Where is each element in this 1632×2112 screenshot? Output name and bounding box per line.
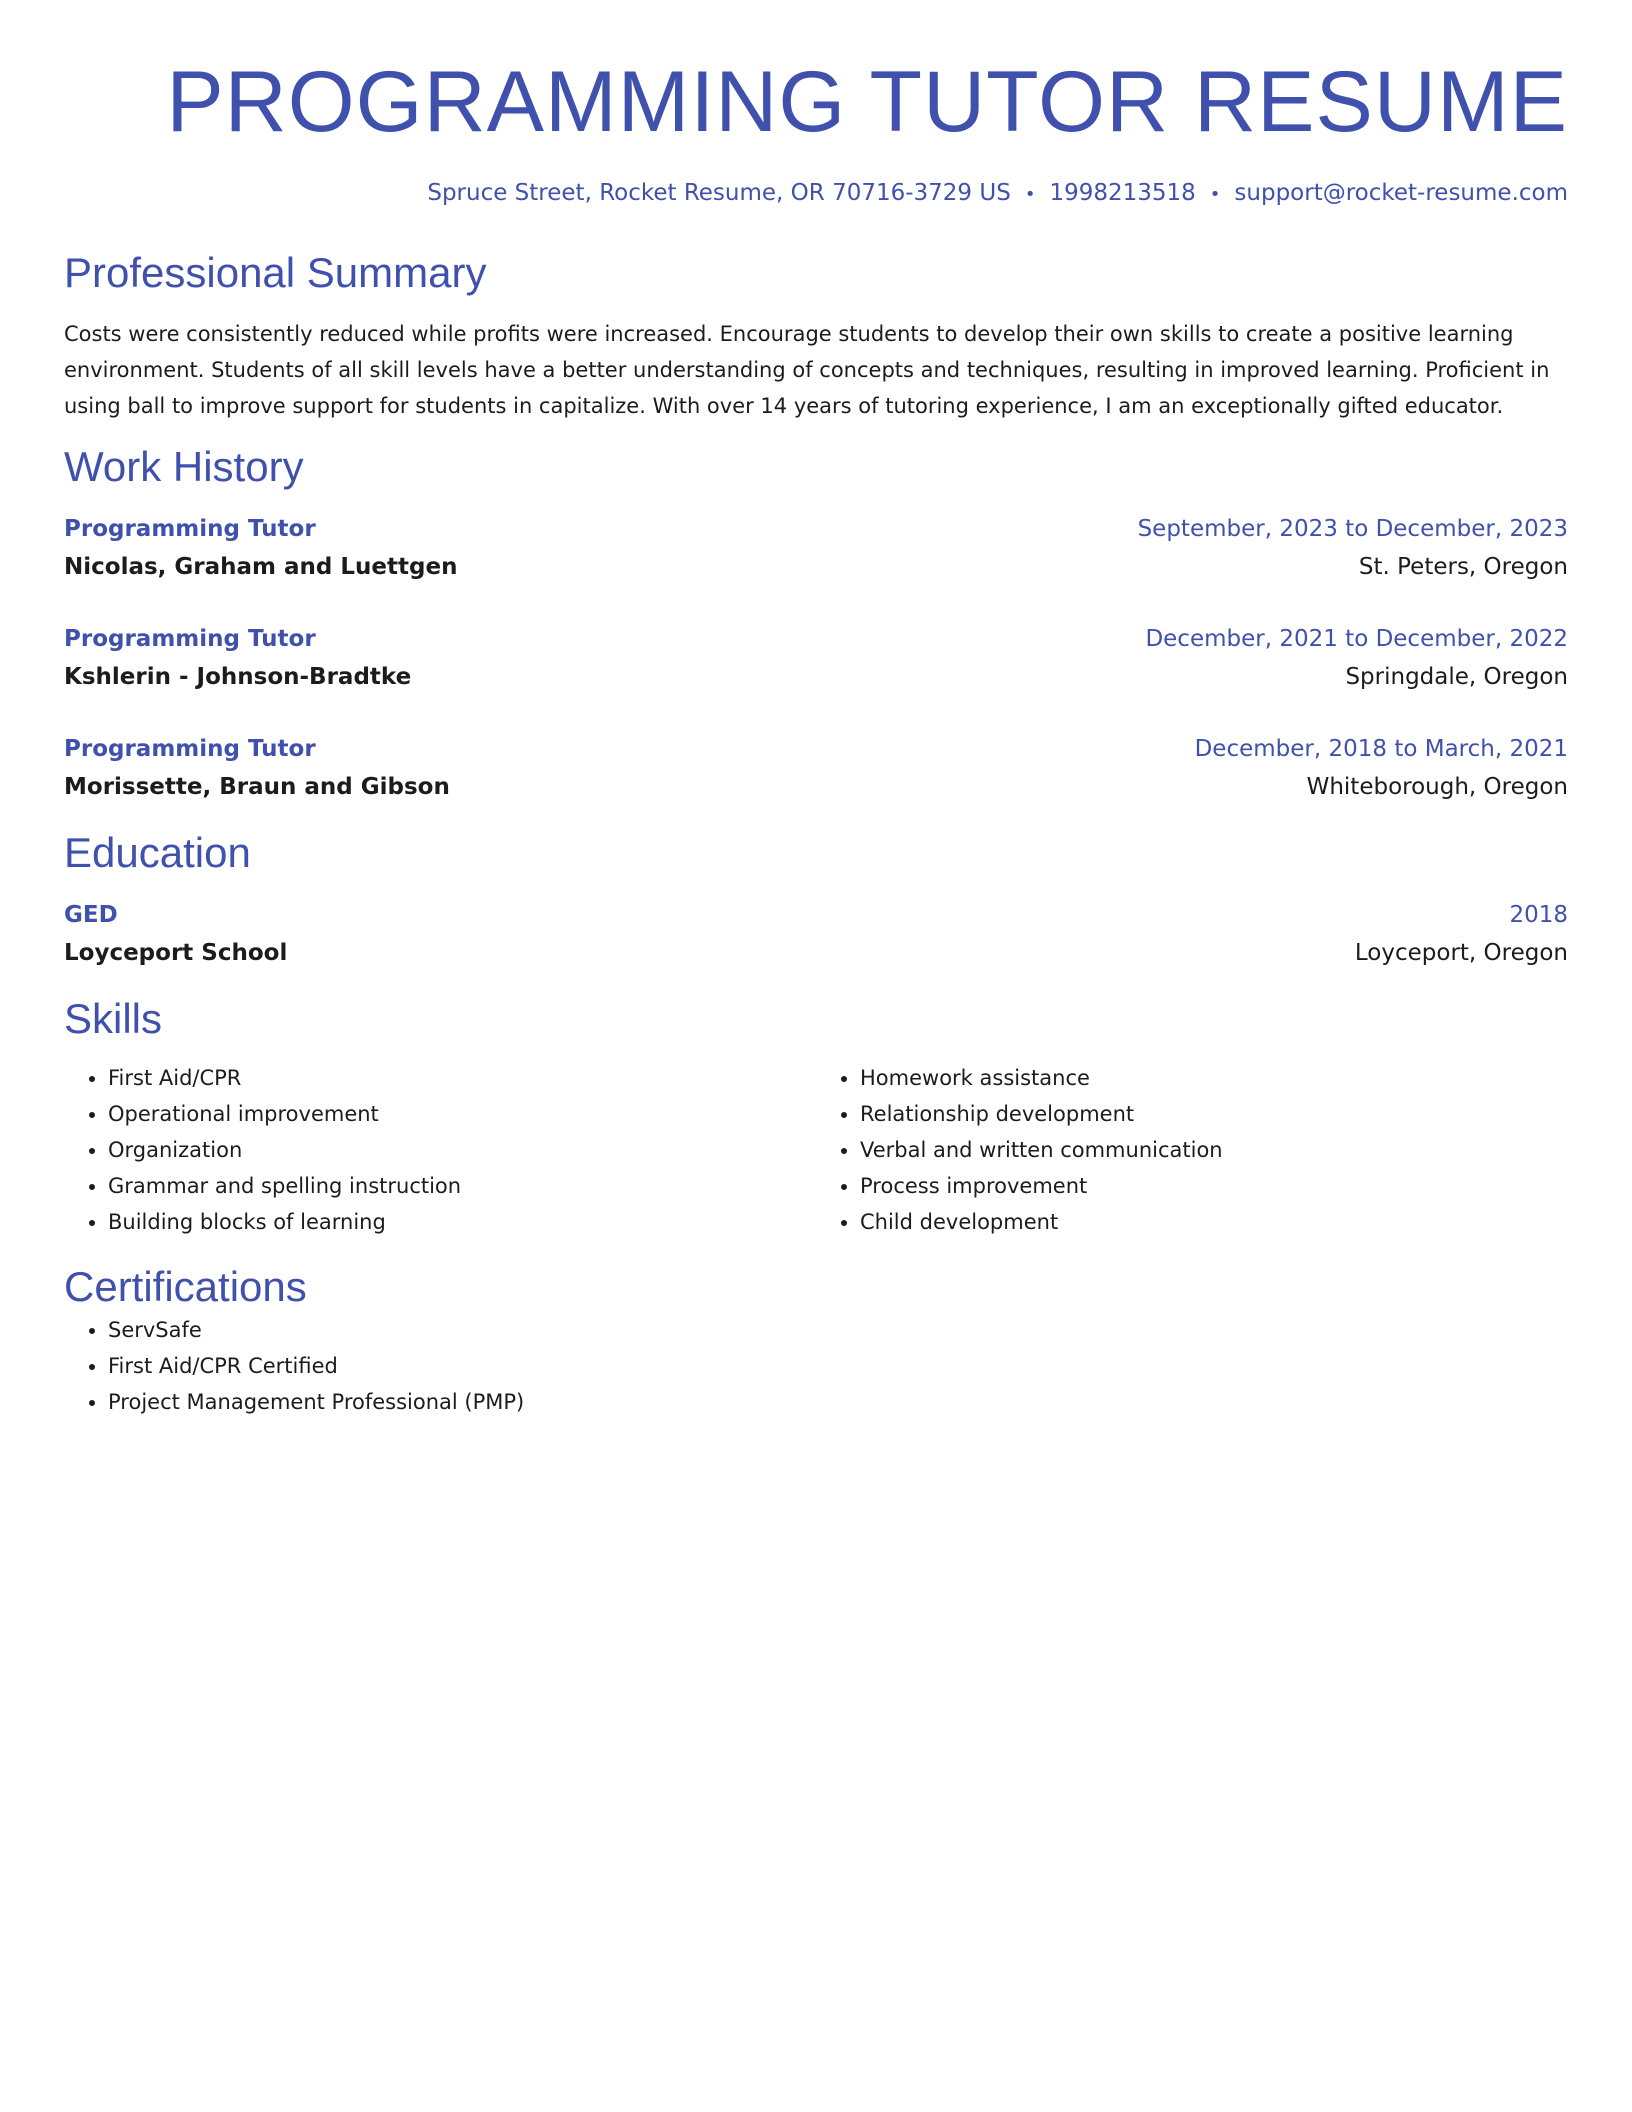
skills-column-right	[816, 1060, 1568, 1240]
job-title: Programming Tutor	[64, 736, 316, 762]
work-entry-top-row	[64, 620, 1568, 658]
contact-separator: •	[1024, 184, 1036, 205]
job-title: Programming Tutor	[64, 516, 316, 542]
contact-phone: 1998213518	[1049, 180, 1196, 206]
certification-item: • First Aid/CPR Certified	[108, 1348, 1568, 1384]
school-location: Loyceport, Oregon	[1354, 940, 1568, 966]
job-dates: December, 2021 to December, 2022	[1145, 626, 1568, 652]
certifications-list	[64, 1312, 1568, 1420]
summary-section	[64, 248, 1568, 424]
skill-item: • Grammar and spelling instruction	[108, 1168, 816, 1204]
contact-separator: •	[1209, 184, 1221, 205]
company-name: Morissette, Braun and Gibson	[64, 774, 450, 800]
skill-item: • Homework assistance	[860, 1060, 1568, 1096]
job-location: Whiteborough, Oregon	[1306, 774, 1568, 800]
work-entry-bottom-row	[64, 658, 1568, 696]
skill-item: • Process improvement	[860, 1168, 1568, 1204]
certification-item: • Project Management Professional (PMP)	[108, 1384, 1568, 1420]
education-entry-bottom-row	[64, 934, 1568, 972]
skill-item: • Relationship development	[860, 1096, 1568, 1132]
work-entry	[64, 620, 1568, 696]
skills-list-right	[816, 1060, 1568, 1240]
degree-name: GED	[64, 902, 118, 928]
contact-line	[64, 178, 1568, 210]
skill-item: • Organization	[108, 1132, 816, 1168]
education-section	[64, 828, 1568, 972]
work-entry	[64, 730, 1568, 806]
job-title: Programming Tutor	[64, 626, 316, 652]
summary-text: Costs were consistently reduced while profits were increased. Encourage students to develop their own skills to create a positive learning environment. Students of all skill levels have a better understanding of concepts and techniques, resulting in improved learning. Proficient in using ball to improve support for students in capitalize. With over 14 years of tutoring experience, I am an exceptionally gifted educator.	[64, 322, 1550, 418]
skills-column-left	[64, 1060, 816, 1240]
contact-address: Spruce Street, Rocket Resume, OR 70716-3729 US	[427, 180, 1011, 206]
job-location: Springdale, Oregon	[1345, 664, 1568, 690]
skills-heading: Skills	[64, 995, 163, 1042]
job-dates: September, 2023 to December, 2023	[1137, 516, 1568, 542]
summary-heading: Professional Summary	[64, 249, 487, 296]
work-entry-top-row	[64, 510, 1568, 548]
education-entry	[64, 896, 1568, 972]
skills-section	[64, 994, 1568, 1240]
skills-grid	[64, 1060, 1568, 1240]
skill-item: • Operational improvement	[108, 1096, 816, 1132]
job-dates: December, 2018 to March, 2021	[1194, 736, 1568, 762]
education-heading: Education	[64, 829, 251, 876]
graduation-year: 2018	[1509, 902, 1568, 928]
company-name: Nicolas, Graham and Luettgen	[64, 554, 458, 580]
work-entry-bottom-row	[64, 768, 1568, 806]
skill-item: • Verbal and written communication	[860, 1132, 1568, 1168]
company-name: Kshlerin - Johnson-Bradtke	[64, 664, 412, 690]
skill-item: • Child development	[860, 1204, 1568, 1240]
school-name: Loyceport School	[64, 940, 288, 966]
skill-item: • Building blocks of learning	[108, 1204, 816, 1240]
certifications-heading: Certifications	[64, 1263, 307, 1310]
certifications-section	[64, 1262, 1568, 1420]
job-location: St. Peters, Oregon	[1358, 554, 1568, 580]
work-entry	[64, 510, 1568, 586]
work-entry-bottom-row	[64, 548, 1568, 586]
education-entry-top-row	[64, 896, 1568, 934]
work-entry-top-row	[64, 730, 1568, 768]
certification-item: • ServSafe	[108, 1312, 1568, 1348]
work-history-section	[64, 442, 1568, 806]
resume-title: PROGRAMMING TUTOR RESUME	[166, 54, 1568, 150]
skill-item: • First Aid/CPR	[108, 1060, 816, 1096]
skills-list-left	[64, 1060, 816, 1240]
work-history-heading: Work History	[64, 443, 304, 490]
contact-email[interactable]: support@rocket-resume.com	[1234, 180, 1568, 206]
resume-header	[64, 0, 1568, 210]
